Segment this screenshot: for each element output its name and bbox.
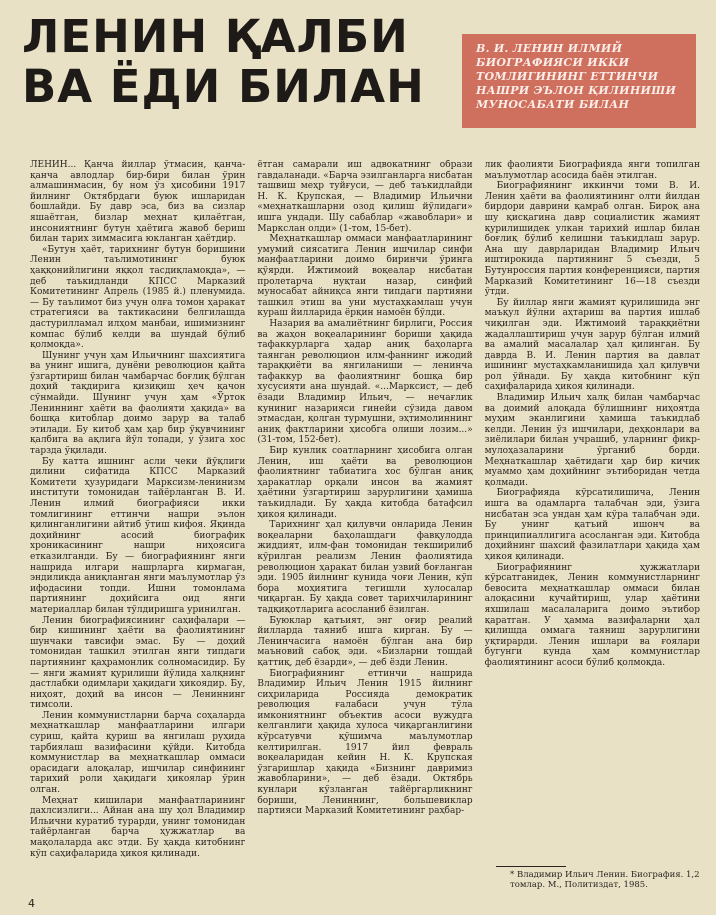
paragraph: «Бутун ҳаёт, тарихнинг бутун боришини Ленин таълимотининг буюк ҳаққонийлигини яққол тасдиқламоқда», — деб таъкидланди КПСС Марказий Комитетининг Апрель (1985 й.) пленумида. — Бу таълимот биз учун олға томон ҳаракат стратегияси ва тактикасини белгилашда дастурилламал илҳом манбаи, ишимизнинг компас бўлиб келди ва шундай бўлиб қолмоқда». [30,244,246,351]
paragraph: Владимир Ильич халқ билан чамбарчас ва доимий алоқада бўлишнинг ниҳоятда муҳим эканлигини ҳамиша таъкидлаб келди. Ленин ўз ишчилари, деҳқонлари ва зиёлилари билан учрашиб, уларнинг фикр-мулоҳазаларини ўрганиб борди. Меҳнаткашлар ҳаётидаги ҳар бир кичик муаммо ҳам доҳийнинг эътиборидан четда қолмади. [484,393,700,488]
paragraph: Ленин биографиясининг саҳифалари — бир кишининг ҳаёти ва фаолиятининг шунчаки тавсифи эмас. Бу — доҳий томонидан ташкил этилган янги типдаги партиянинг қаҳрамонлик солномасидир. Бу — янги жамият қурилиши йўлида халқнинг дастлабки одимлари ҳақидаги ҳикоядир. Бу, ниҳоят, доҳий ва инсон — Лениннинг тимсоли. [30,615,246,711]
page-number: 4 [28,897,35,910]
deck-box: В. И. ЛЕНИН ИЛМИЙ БИОГРАФИЯСИ ИККИ ТОМЛИГИНИНГ ЕТТИНЧИ НАШРИ ЭЪЛОН ҚИЛИНИШИ МУНОСАБАТИ БИЛАН [462,34,696,128]
paragraph: Биографиянинг иккинчи томи В. И. Ленин ҳаёти ва фаолиятининг олти йилдан бирдори даврини қамраб олган. Бироқ ана шу қисқагина давр социалистик жамият қурилишидек улкан тарихий ишлар билан боғлиқ бўлиб келишни таъкидлаш зарур. Ана шу даврларидан Владимир Ильич иштирокида партиянинг 5 съезди, 5 Бутунроссия партия конференцияси, партия Марказий Комитетининг 16—18 съезди ўтди. [484,181,700,298]
paragraph: Биографияда кўрсатилишича, Ленин ишга ва одамларга талабчан эди, ўзига нисбатан эса ундан ҳам кўра талабчан эди. Бу унинг қатъий ишонч ва принципиаллигига асосланган эди. Китобда доҳийнинг шахсий фазилатлари ҳақида ҳам ҳикоя қилинади. [484,488,700,562]
paragraph: ЛЕНИН... Қанча йиллар ўтмасин, қанча-қанча авлодлар бир-бири билан ўрин алмашинмасин, бу ном ўз ҳисобини 1917 йилнинг Октябрдаги буюк ишларидан бошлайди. Бу давр эса, биз ва сизлар яшаётган, бизлар меҳнат қилаётган, инсониятнинг бутун ҳаётига жавоб бериш билан тарих зиммасига юкланган ҳаётдир. [30,160,246,245]
paragraph: Тарихнинг ҳал қилувчи онларида Ленин воқеаларни баҳолашдаги фавқулодда жиддият, илм-фан томонидан текширилиб кўрилган реализм Ленин фаолиятида революцион ҳаракат билан узвий боғланган эди. 1905 йилнинг кунида чоғи Ленин, кўп бора моҳиятига тегишли хулосалар чиқарган. Бу ҳақда совет тарихчиларининг тадқиқотларига асосланиб ёзилган. [257,520,473,615]
paragraph: Назария ва амалиётнинг бирлиги, Россия ва жаҳон воқеаларининг бориши ҳақида тафаккурларга ҳадар аниқ баҳоларга таянган революцион илм-фаннинг ижодий тараққиёти ва янгиланиши — ленинча тафаккур ва фаолиятнинг бошқа бир хусусияти ана шундай. «...Марксист, — деб ёзади Владимир Ильич, — нечағлик куниниг назарияси гинейи сўзида давом этмасдан, қолган турмушни, эҳтимолиннинг аниқ фактларини ҳисобга олиши лозим...» (31-том, 152-бет). [257,318,473,446]
paragraph: Меҳнат кишилари манфаатларининг дахлсизлиги... Айнан ана шу ҳол Владимир Ильични куратиб турарди, унинг томонидан тайёрланган барча ҳужжатлар ва мақолаларда акс этди. Бу ҳақда китобнинг кўп саҳифаларида ҳикоя қилинади. [30,795,246,859]
article-body [30,160,700,870]
footnote-divider [496,866,566,867]
paragraph: Биографиянинг еттинчи нашрида Владимир Ильич Ленин 1915 йилнинг сиҳриларида Россияда демократик революция ғалабаси учун тўла имкониятнинг объектив асоси вужудга келганлиги ҳақида хулоса чиқарганлигини кўрсатувчи қўшимча маълумотлар келтирилган. 1917 йил февраль воқеаларидан кейин Н. К. Крупская ўзгаришлар ҳақида «Бизнинг давримиз жавобларини», — деб ёзади. Октябрь кунлари кўзланган тайёргарликнинг бориши, Лениннинг, большевиклар партияси Марказий Комитетининг раҳбар- [257,668,473,817]
headline [22,12,462,112]
paragraph: Ленин коммунистларни барча соҳаларда меҳнаткашлар манфаатларини илгари суриш, қайта қуриш ва янгилаш руҳида тарбиялаш вазифасини қўйди. Китобда коммунистлар ва меҳнаткашлар оммаси орасидаги алоқалар, ишчилар синфининг тарихий роли ҳақидаги ҳикоялар ўрин олган. [30,710,246,796]
paragraph: Шунинг учун ҳам Ильичнинг шахсиятига ва унинг ишига, дунёни революцион қайта ўзгартириш билан чамбарчас боғлиқ бўлган доҳий тақдирига қизиқиш ҳеч қачон сўнмайди. Шунинг учун ҳам «Ўртоқ Лениннинг ҳаёти ва фаолияти ҳақида» ва бошқа китоблар доимо зарур ва талаб этилади. Бу китоб ҳам ҳар бир ўқувчининг қалбига ва ақлига йўл топади, у ўзига хос тарзда ўқилади. [30,350,246,457]
paragraph: Биографиянинг ҳужжатлари кўрсатганидек, Ленин коммунистларнинг бевосита меҳнаткашлар оммаси билан алоқасини кучайтириш, улар ҳаётини яхшилаш масалаларига доимо эътибор қаратган. У ҳамма вазифаларни ҳал қилишда оммага таяниш зарурлигини уқтирарди. Ленин ишлари ва ғоялари бугунги кунда ҳам коммунистлар фаолиятининг асоси бўлиб қолмоқда. [484,562,700,668]
paragraph: Меҳнаткашлар оммаси манфаатларининг умумий сиясатига Ленин ишчилар синфи манфаатларини доимо биринчи ўринга қўярди. Ижтимоий воқеалар нисбатан пролетарча нуқтаи назар, синфий муносабат айниқса янги типдаги партияни ташкил этиш ва уни мустаҳкамлаш учун кураш йилларида ёрқин намоён бўлди. [257,234,473,319]
paragraph: Буюклар қатъият, энг оғир реалий йилларда таяниб ишга кирган. Бу — Ленинчасига намоён бўлган ана бир маъновий сабоқ эди. «Бизларни тошдай қаттиқ, деб ёзарди», — деб ёзди Ленин. [257,615,473,668]
paragraph: ётган самарали иш адвокатнинг образи гавдаланади. «Барча эзилганларга нисбатан ташвиш меҳр туйғуси, — деб таъкидлайди Н. К. Крупская, — Владимир Ильични «меҳнаткашларни озод қилиш йўлидаги» ишга ундади. Шу сабаблар «жавоблари» и Маркслан олди» (1-том, 15-бет). [257,160,473,234]
footnote: * Владимир Ильич Ленин. Биография. 1,2 томлар. М., Политиздат, 1985. [510,870,700,890]
column-1 [30,160,245,870]
column-3 [485,160,700,870]
paragraph: лик фаолияти Биографияда янги топилган маълумотлар асосида баён этилган. [484,160,700,181]
headline-line-1: ЛЕНИН ҚАЛБИ [22,10,409,63]
column-2 [257,160,472,870]
paragraph: Бир кунлик соатларнинг ҳисобига олган Ленин, иш ҳаёти ва революцион фаолиятнинг табиатига хос бўлган аниқ ҳаракатлар орқали инсон ва жамият ҳаётини ўзгартириш зарурлигини ҳамиша таъкидлади. Бу ҳақда китобда батафсил ҳикоя қилинади. [257,446,473,520]
paragraph: Бу йиллар янги жамият қурилишида энг маъқул йўлни аҳтариш ва партия ишлаб чиқилган эди. Ижтимоий тараққиётни жадаллаштириш учун зарур бўлган илмий ва амалий масалалар ҳал қилинган. Бу даврда В. И. Ленин партия ва давлат ишининг мустаҳкамланишида ҳал қилувчи рол ўйнади. Бу ҳақда китобнинг кўп саҳифаларида ҳикоя қилинади. [484,297,700,393]
paragraph: Бу катта ишнинг асли чеки йўқлиги дилини сифатида КПСС Марказий Комитети ҳузуридаги Марксизм-ленинизм институти томонидан тайёрланган В. И. Ленин илмий биографияси икки томлигининг еттинчи нашри эълон қилинганлигини айтиб ўтиш кифоя. Яқинда доҳийнинг асосий биографик хроникасининг нашри ниҳоясига етказилганди. Бу — биографиянинг янги нашрида илгари нашрларга кирмаган, эндиликда аниқланган янги маълумотлар ўз ифодасини топди. Ишни томонлама партиянинг доҳийсига оид янги материаллар билан тўлдиришга уринилган. [30,456,246,615]
headline-line-2: ВА ЁДИ БИЛАН [22,60,425,113]
